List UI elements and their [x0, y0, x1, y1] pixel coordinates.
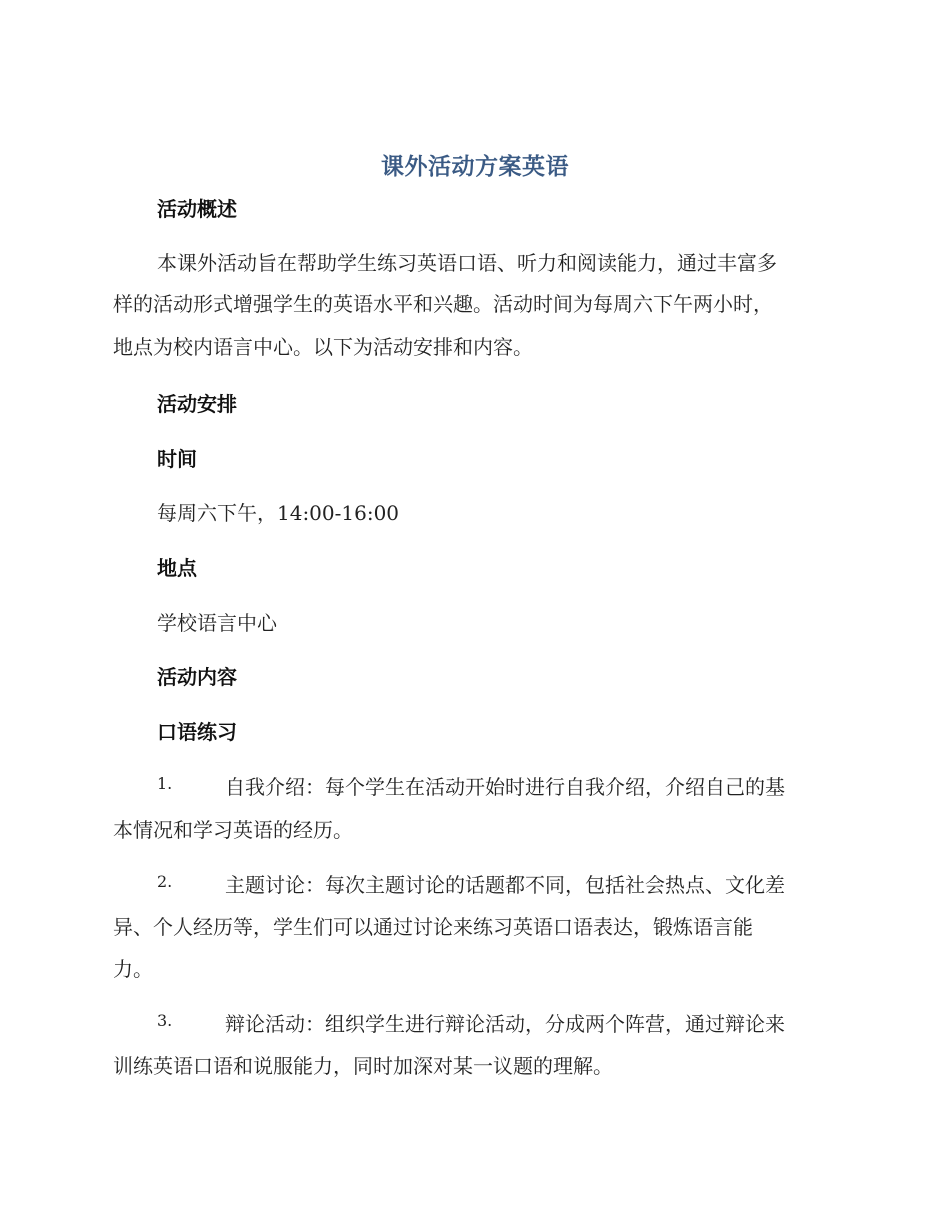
list-item-number: 1. — [157, 774, 173, 793]
list-item-line: 异、个人经历等，学生们可以通过讨论来练习英语口语表达，锻炼语言能 — [113, 915, 753, 939]
time-heading: 时间 — [157, 447, 197, 471]
overview-line-1: 本课外活动旨在帮助学生练习英语口语、听力和阅读能力，通过丰富多 — [157, 251, 777, 275]
list-item-line: 训练英语口语和说服能力，同时加深对某一议题的理解。 — [113, 1054, 613, 1078]
time-text: 每周六下午，14:00-16:00 — [157, 501, 400, 525]
list-item-line: 力。 — [113, 957, 153, 981]
content-heading: 活动内容 — [157, 665, 237, 689]
list-item-line: 自我介绍：每个学生在活动开始时进行自我介绍，介绍自己的基 — [225, 775, 785, 799]
list-item-line: 本情况和学习英语的经历。 — [113, 818, 353, 842]
list-item-line: 主题讨论：每次主题讨论的话题都不同，包括社会热点、文化差 — [225, 873, 785, 897]
overview-heading: 活动概述 — [157, 197, 237, 221]
list-item-number: 3. — [157, 1011, 173, 1030]
overview-line-3: 地点为校内语言中心。以下为活动安排和内容。 — [113, 335, 533, 359]
list-item-number: 2. — [157, 872, 173, 891]
place-heading: 地点 — [157, 556, 197, 580]
list-item-line: 辩论活动：组织学生进行辩论活动，分成两个阵营，通过辩论来 — [225, 1012, 785, 1036]
document-title: 课外活动方案英语 — [381, 154, 569, 180]
schedule-heading: 活动安排 — [157, 392, 237, 416]
oral-heading: 口语练习 — [157, 720, 237, 744]
place-text: 学校语言中心 — [157, 611, 277, 635]
overview-line-2: 样的活动形式增强学生的英语水平和兴趣。活动时间为每周六下午两小时， — [113, 292, 773, 316]
